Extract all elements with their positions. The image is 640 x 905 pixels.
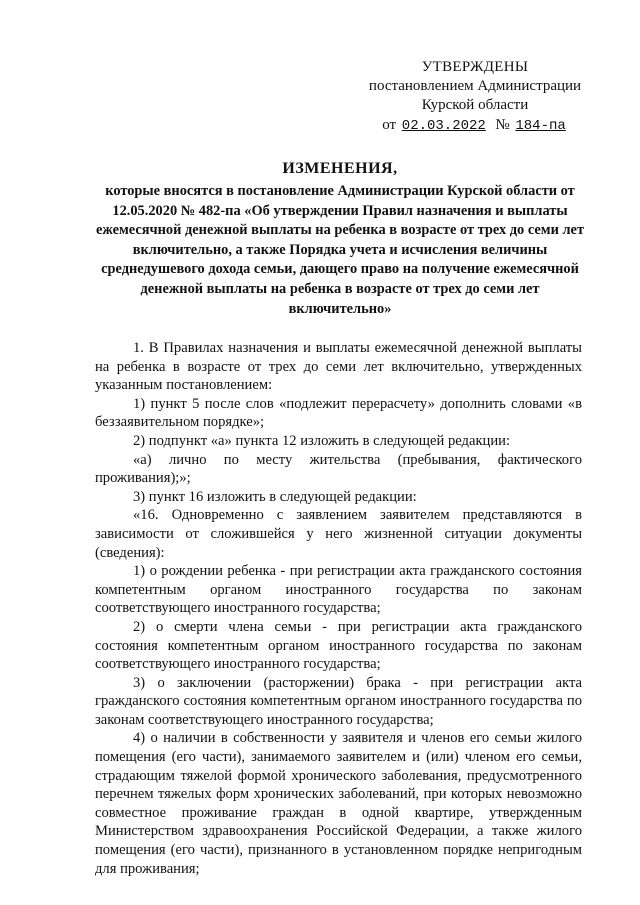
approval-stamp bbox=[355, 58, 595, 136]
approval-issuer: постановлением Администрации bbox=[368, 78, 582, 94]
paragraph: 1) пункт 5 после слов «подлежит перерасчету» дополнить словами «в беззаявительном порядке»; bbox=[95, 395, 582, 431]
paragraph: 2) о смерти члена семьи - при регистрации акта гражданского состояния компетентным органом иностранного государства по законам соответствующего иностранного государства; bbox=[95, 618, 582, 673]
approval-number: 184-па bbox=[515, 118, 566, 134]
paragraph: 1) о рождении ребенка - при регистрации акта гражданского состояния компетентным органом иностранного государства по законам соответствующего иностранного государства; bbox=[95, 563, 582, 617]
paragraph: 3) о заключении (расторжении) брака - при регистрации акта гражданского состояния компетентным органом иностранного государства по законам соответствующего иностранного государства; bbox=[95, 674, 582, 728]
approval-heading: УТВЕРЖДЕНЫ bbox=[421, 59, 529, 75]
paragraph: 1. В Правилах назначения и выплаты ежемесячной денежной выплаты на ребенка в возрасте от трех до семи лет включительно, утвержденных указанным постановлением: bbox=[95, 340, 582, 394]
paragraph: 2) подпункт «а» пункта 12 изложить в следующей редакции: bbox=[133, 432, 511, 449]
paragraph: 3) пункт 16 изложить в следующей редакции: bbox=[133, 488, 417, 505]
number-prefix: № bbox=[495, 117, 510, 133]
paragraph: 4) о наличии в собственности у заявителя и членов его семьи жилого помещения (его части), занимаемого заявителем и (или) членом его семьи, страдающим тяжелой формой хронического заболевания, предусмотренного перечнем тяжелых форм хронических заболеваний, при которых невозможно совместное проживание граждан в одной квартире, утвержденным Министерством здравоохранения Российской Федерации, а также жилого помещения (его части), признанного в установленном порядке непригодным для проживания; bbox=[95, 730, 582, 877]
document-body bbox=[95, 339, 582, 878]
approval-date: 02.03.2022 bbox=[401, 118, 486, 134]
approval-region: Курской области bbox=[421, 97, 529, 113]
document-subtitle: которые вносятся в постановление Администрации Курской области от 12.05.2020 № 482-па «Об утверждении Правил назначения и выплаты ежемесячной денежной выплаты на ребенка в возрасте от трех до семи лет включительно, а также Порядка учета и исчисления величины среднедушевого дохода семьи, дающего право на получение ежемесячной денежной выплаты на ребенка в возрасте от трех до семи лет включительно» bbox=[95, 183, 585, 317]
document-title: ИЗМЕНЕНИЯ, bbox=[282, 160, 398, 177]
document-title-block bbox=[95, 160, 585, 319]
paragraph: «а) лично по месту жительства (пребывания, фактического проживания);»; bbox=[95, 451, 582, 487]
approval-date-line bbox=[355, 116, 595, 136]
date-prefix: от bbox=[382, 117, 397, 133]
paragraph: «16. Одновременно с заявлением заявителем представляются в зависимости от сложившейся у него жизненной ситуации документы (сведения): bbox=[95, 507, 582, 561]
